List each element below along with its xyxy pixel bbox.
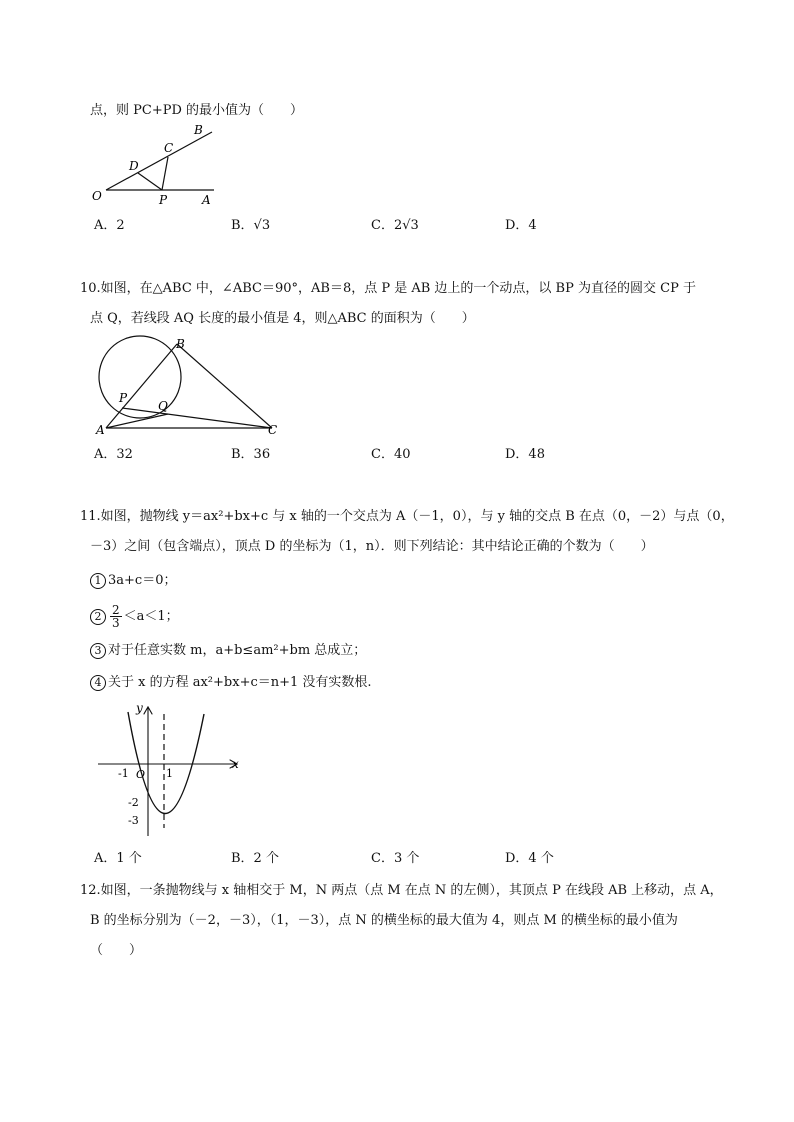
q9-label-A: A [202,193,211,207]
q11-line-1: 11.如图，抛物线 y＝ax²+bx+c 与 x 轴的一个交点为 A（－1，0），与 y 轴的交点 B 在点（0，－2）与点（0， [80,509,734,524]
q11-item-4-text: 关于 x 的方程 ax²+bx+c＝n+1 没有实数根. [108,675,372,690]
q10-label-B: B [176,337,185,351]
q9-figure [88,122,228,208]
q11-item-1-text: 3a+c＝0； [108,573,177,588]
q11-option-c: C．3 个 [371,851,420,866]
q11-option-b: B．2 个 [231,851,279,866]
q11-line-2: －3）之间（包含端点），顶点 D 的坐标为（1，n）．则下列结论：其中结论正确的个数为（ ） [90,539,654,554]
q12-line-1: 12.如图，一条抛物线与 x 轴相交于 M，N 两点（点 M 在点 N 的左侧），其顶点 P 在线段 AB 上移动，点 A， [80,883,723,898]
q9-label-C: C [164,141,174,155]
q9-label-O: O [92,189,102,203]
q11-label-y: y [136,701,143,715]
q10-line-1: 10.如图，在△ABC 中，∠ABC＝90°，AB＝8，点 P 是 AB 边上的一个动点，以 BP 为直径的圆交 CP 于 [80,281,696,296]
q9-option-b: B．√3 [231,218,271,233]
q11-item-4 [90,674,372,692]
q11-label-x: x [232,757,239,771]
q10-option-d: D．48 [505,447,545,462]
q10-label-A: A [96,423,105,437]
q9-label-P: P [159,193,168,207]
q12-line-2: B 的坐标分别为（－2，－3），（1，－3），点 N 的横坐标的最大值为 4，则点 M 的横坐标的最小值为 [90,913,678,928]
q11-item-2-text: ＜a＜1； [123,609,179,624]
q11-figure [96,700,246,840]
q11-label-neg1: -1 [118,767,129,780]
q10-label-C: C [268,423,278,437]
q9-option-a: A．2 [94,218,125,233]
q11-label-origin: O [136,768,146,781]
q11-item-3-mark: 3 [90,643,106,659]
q10-option-a: A．32 [94,447,133,462]
q11-item-3 [90,642,366,660]
q9-label-B: B [194,123,203,137]
q10-label-P: P [119,391,128,405]
q9-stem-tail: 点，则 PC+PD 的最小值为（ ） [90,103,304,118]
q10-label-Q: Q [158,399,168,413]
q10-option-c: C．40 [371,447,411,462]
q11-label-1: 1 [166,767,173,780]
q11-item-3-text: 对于任意实数 m，a+b≤am²+bm 总成立； [108,643,367,658]
q11-item-2 [90,600,179,634]
q10-figure [92,334,292,440]
q11-option-d: D．4 个 [505,851,554,866]
q11-item-1-mark: 1 [90,573,106,589]
q11-item-2-frac-bottom: 3 [112,616,120,630]
q9-option-c: C．2√3 [371,218,419,233]
q10-option-b: B．36 [231,447,271,462]
q11-label-neg3: -3 [128,814,139,827]
q12-line-3: （ ） [90,943,143,958]
q10-line-2: 点 Q，若线段 AQ 长度的最小值是 4，则△ABC 的面积为（ ） [90,311,475,326]
q11-label-neg2: -2 [128,796,139,809]
q11-item-1 [90,572,176,590]
q11-item-2-mark: 2 [90,609,106,625]
q11-item-2-frac-top: 2 [112,603,120,617]
q11-option-a: A．1 个 [94,851,142,866]
q9-label-D: D [129,159,139,173]
q11-item-2-fraction [110,604,122,629]
q9-option-d: D．4 [505,218,537,233]
q11-item-4-mark: 4 [90,675,106,691]
